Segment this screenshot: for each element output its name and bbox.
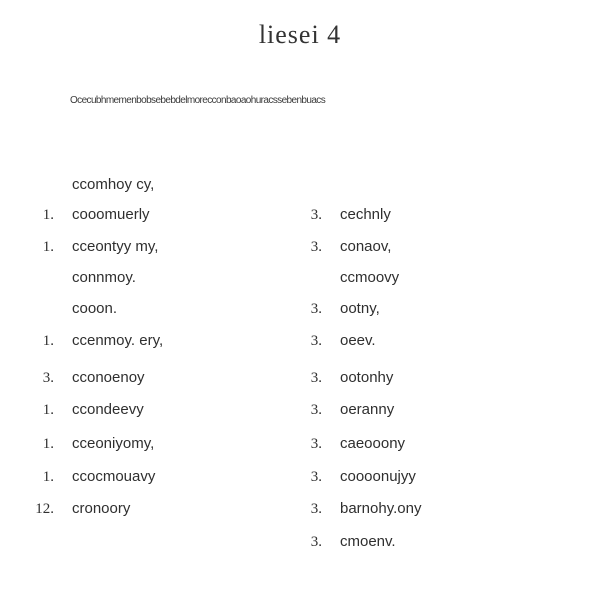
item-text: cooomuerly (72, 206, 150, 223)
item-text: ootny, (340, 300, 380, 317)
item-number: 1. (42, 207, 54, 223)
item-number: 1. (42, 239, 54, 255)
item-number: 3. (310, 370, 322, 386)
item-text: barnohy.ony (340, 500, 422, 517)
item-number: 3. (310, 469, 322, 485)
item-text: ccmoovy (340, 269, 400, 286)
item-text: ootonhy (340, 369, 394, 386)
item-text: connmoy. (72, 269, 136, 286)
item-text: ccocmouavy (72, 468, 156, 485)
item-number: 3. (310, 301, 322, 317)
item-text: cceontyy my, (72, 238, 159, 255)
item-number: 3. (310, 207, 322, 223)
item-number: 3. (310, 239, 322, 255)
item-number: 12. (35, 501, 54, 517)
item-number: 3. (42, 370, 54, 386)
item-number: 1. (42, 469, 54, 485)
item-number: 1. (42, 402, 54, 418)
item-text: conaov, (340, 238, 392, 255)
page-title: liesei 4 (258, 20, 342, 49)
item-number: 3. (310, 534, 322, 550)
item-text: ccenmoy. ery, (72, 332, 164, 349)
item-number: 3. (310, 333, 322, 349)
item-number: 3. (310, 501, 322, 517)
item-text: cooon. (72, 300, 118, 317)
item-number: 1. (42, 436, 54, 452)
item-number: 1. (42, 333, 54, 349)
item-text: oeranny (340, 401, 395, 418)
item-text: cmoenv. (340, 533, 396, 550)
item-text: oeev. (340, 332, 376, 349)
item-text: ccomhoy cy, (72, 176, 155, 193)
item-number: 3. (310, 402, 322, 418)
item-number: 3. (310, 436, 322, 452)
item-text: cconoenoy (72, 369, 145, 386)
item-text: cechnly (340, 206, 391, 223)
item-text: cceoniyomy, (72, 435, 155, 452)
page-subtitle: Ocecubhmemenbobsebebdelmorecconbaoaohuracssebenbuacs (70, 95, 326, 106)
item-text: cronoory (72, 500, 131, 517)
item-text: coooonujyy (340, 468, 416, 485)
item-text: caeooony (340, 435, 406, 452)
item-text: ccondeevy (72, 401, 144, 418)
